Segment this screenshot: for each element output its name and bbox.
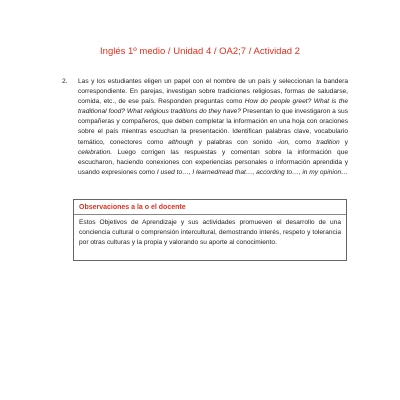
activity-text: Las y los estudiantes eligen un papel con el nombre de un país y seleccionan la bandera correspondiente. En parejas, investigan sobre tradiciones religiosas, formas de saludarse, comida, etc., de ese país. Responden preguntas como [78,78,348,106]
activity-text: y palabras con sonido [193,138,278,146]
activity-number: 2. [62,78,68,85]
activity-italic-text: although [168,138,194,146]
activity-italic-text: I used to…, I learned/read that…, according to…, in my opinion… [156,168,348,176]
activity-italic-text: How do people greet? What is the traditional food? What religious traditions do they have? [78,98,348,116]
activity-text: Luego corrigen las respuestas y comentan sobre la información que escucharon, haciendo conexiones con experiencias personales o información aprendida y usando expresiones como [78,148,348,176]
activity-italic-text: -ion, [277,138,291,146]
activity-italic-text: celebration. [78,148,113,156]
activity-item [62,77,348,178]
activity-text: como [290,138,317,146]
teacher-observations-box [73,199,347,261]
activity-text: y [339,138,348,146]
activity-italic-text: tradition [316,138,340,146]
activity-text: Presentan lo que investigaron a sus compañeras y compañeros, que deben completar la información en una hoja con oraciones sobre el país mientras escuchan la presentación. Identifican palabras clave, vocabulario temático, conectores como [78,108,348,146]
page-header-title: Inglés 1º medio / Unidad 4 / OA2;7 / Actividad 2 [100,46,300,57]
observations-title: Observaciones a la o el docente [74,203,346,215]
activity-paragraph [78,77,348,178]
observations-text: Estos Objetivos de Aprendizaje y sus actividades promueven el desarrollo de una conciencia cultural o comprensión intercultural, demostrando interés, respeto y tolerancia por otras culturas y la propia y valorando su aporte al conocimiento. [79,219,341,247]
